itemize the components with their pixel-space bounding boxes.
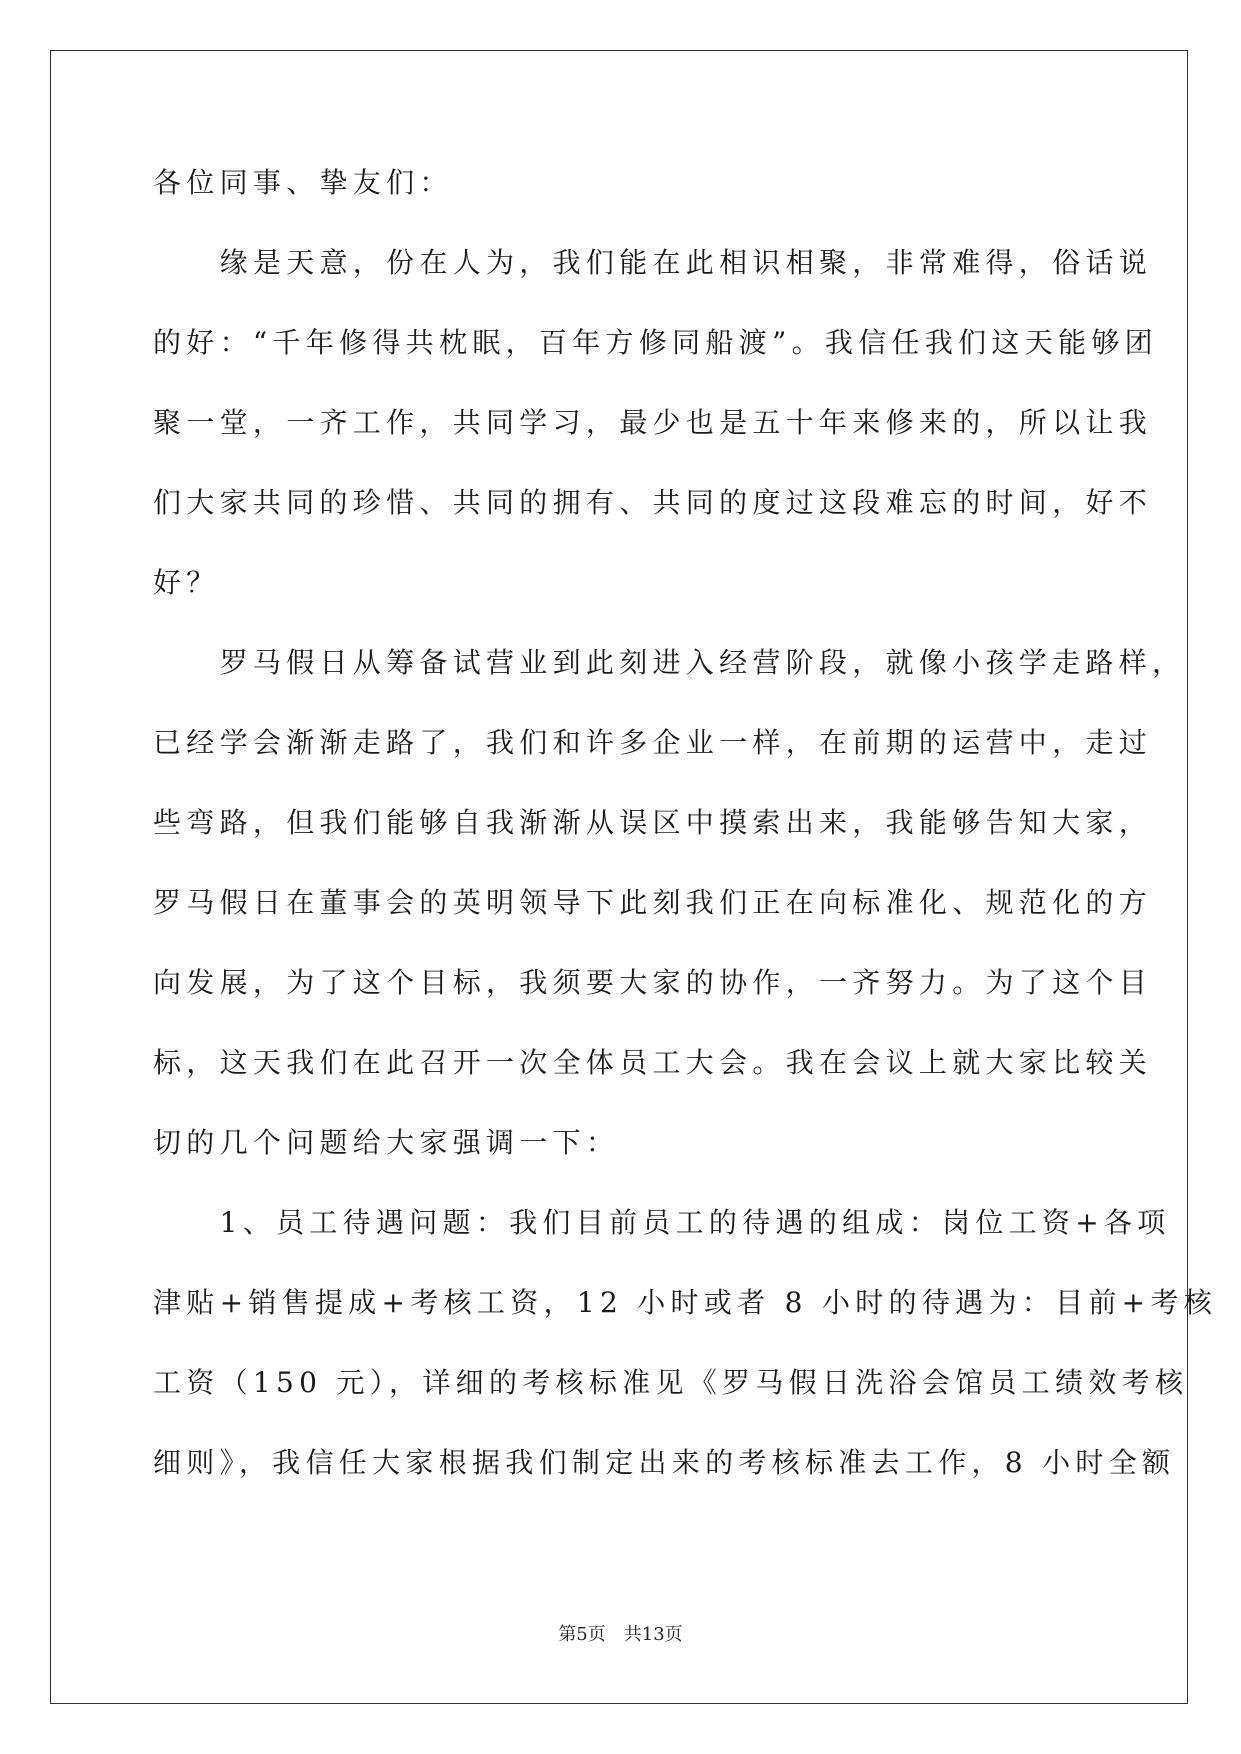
text-line: 工资（150 元），详细的考核标准见《罗马假日洗浴会馆员工绩效考核 xyxy=(153,1366,1189,1399)
text-line: 向发展，为了这个目标，我须要大家的协作，一齐努力。为了这个目 xyxy=(153,966,1153,999)
text-line: 标，这天我们在此召开一次全体员工大会。我在会议上就大家比较关 xyxy=(153,1046,1153,1079)
text-line: 已经学会渐渐走路了，我们和许多企业一样，在前期的运营中，走过 xyxy=(153,726,1153,759)
text-line: 罗马假日从筹备试营业到此刻进入经营阶段，就像小孩学走路样， xyxy=(153,646,1186,679)
text-line: 津贴+销售提成+考核工资，12 小时或者 8 小时的待遇为：目前+考核 xyxy=(153,1286,1218,1319)
text-line: 好？ xyxy=(153,566,220,599)
text-line: 缘是天意，份在人为，我们能在此相识相聚，非常难得，俗话说 xyxy=(153,246,1153,279)
text-line: 的好：“千年修得共枕眠，百年方修同船渡”。我信任我们这天能够团 xyxy=(153,326,1158,359)
text-line: 切的几个问题给大家强调一下： xyxy=(153,1126,620,1159)
text-line: 罗马假日在董事会的英明领导下此刻我们正在向标准化、规范化的方 xyxy=(153,886,1153,919)
text-line: 细则》，我信任大家根据我们制定出来的考核标准去工作，8 小时全额 xyxy=(153,1446,1176,1479)
document-body xyxy=(153,165,1218,1525)
text-line: 1、员工待遇问题：我们目前员工的待遇的组成：岗位工资+各项 xyxy=(153,1206,1171,1239)
text-line: 各位同事、挚友们： xyxy=(153,166,453,199)
page-number-footer: 第5页 共13页 xyxy=(558,1624,683,1645)
text-line: 些弯路，但我们能够自我渐渐从误区中摸索出来，我能够告知大家， xyxy=(153,806,1153,839)
text-line: 们大家共同的珍惜、共同的拥有、共同的度过这段难忘的时间，好不 xyxy=(153,486,1153,519)
text-line: 聚一堂，一齐工作，共同学习，最少也是五十年来修来的，所以让我 xyxy=(153,406,1153,439)
